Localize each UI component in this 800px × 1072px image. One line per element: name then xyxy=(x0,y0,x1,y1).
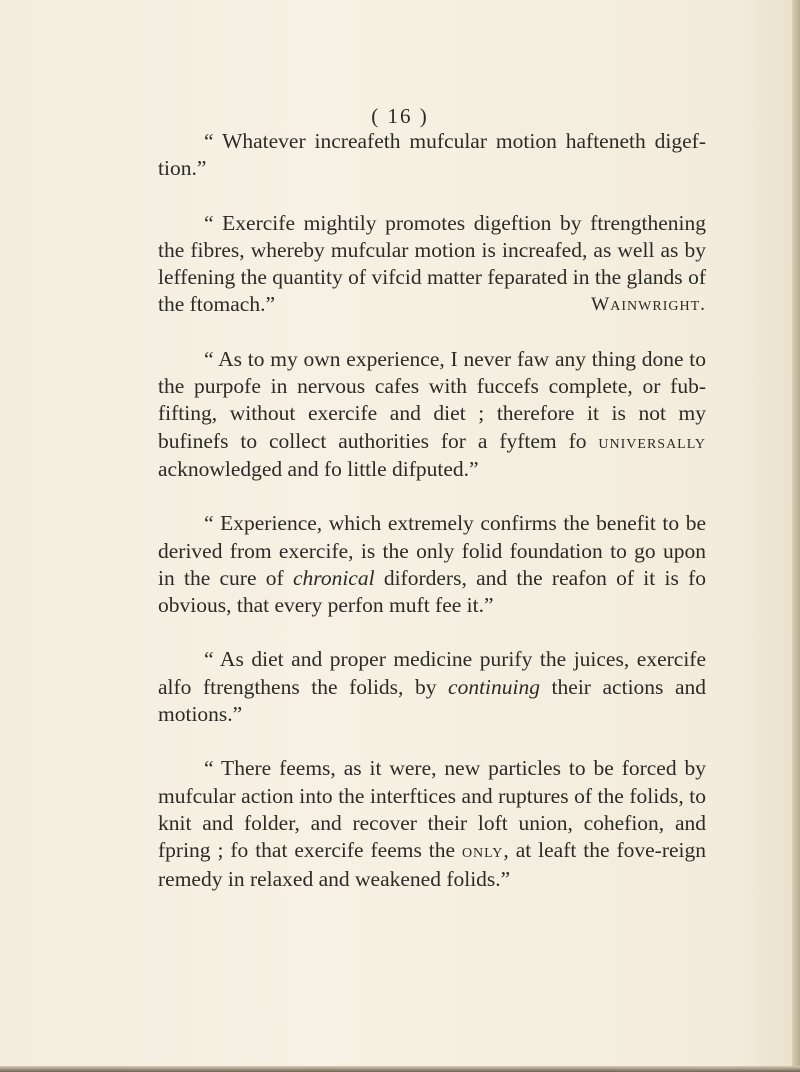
italic-chronical: chronical xyxy=(292,565,375,590)
attribution-wainwright: Wainwright. xyxy=(591,294,706,316)
paragraph-6-text-b: , at leaft the fove-reign remedy in relaxed and weakened folids.” xyxy=(158,838,706,891)
paragraph-6 xyxy=(158,755,706,892)
paragraph-4-text-a: “ Experience, which extremely confirms the benefit to be derived from exercife, is the only folid foundation to go upon in the cure of xyxy=(158,511,706,590)
paragraph-5-text-a: “ As diet and proper medicine purify the juices, exercife alfo ftrengthens the folids, by xyxy=(158,647,706,699)
paragraph-4 xyxy=(158,510,706,619)
paragraph-3-text-b: acknowledged and fo little difputed.” xyxy=(158,456,479,481)
paragraph-5-text-b: their actions and motions.” xyxy=(158,674,706,727)
page-number: ( 16 ) xyxy=(371,104,429,128)
paragraph-3-text-a: “ As to my own experience, I never faw any thing done to the purpofe in nervous cafes with fuccefs complete, or fub-fifting, without exercife and diet ; therefore it is not my bufinefs to collect authorities for a fyftem fo xyxy=(158,346,706,453)
body-text xyxy=(158,128,706,920)
page-edge-bottom xyxy=(0,1066,800,1072)
paragraph-5 xyxy=(158,646,706,728)
paragraph-6-text-a: “ There feems, as it were, new particles to be forced by mufcular action into the interftices and ruptures of the folids, to knit and folder, and recover their loft union, cohefion, and fpring ; fo that exercife feems the xyxy=(158,756,706,863)
emphasis-only: only xyxy=(461,841,504,863)
paragraph-1: “ Whatever increafeth mufcular motion hafteneth digef-tion.” xyxy=(158,129,706,181)
emphasis-universally: universally xyxy=(598,431,706,453)
paragraph-2 xyxy=(158,210,706,319)
page-edge-right xyxy=(792,0,800,1072)
paragraph-4-text-b: diforders, and the reafon of it is fo obvious, that every perfon muft fee it.” xyxy=(158,565,706,618)
paragraph-2-text: “ Exercife mightily promotes digeftion by ftrengthening the fibres, whereby mufcular motion is increafed, as well as by leffening the quantity of vifcid matter feparated in the glands of the ftomach.” xyxy=(158,210,706,317)
paragraph-3 xyxy=(158,346,706,483)
italic-continuing: continuing xyxy=(448,674,540,699)
